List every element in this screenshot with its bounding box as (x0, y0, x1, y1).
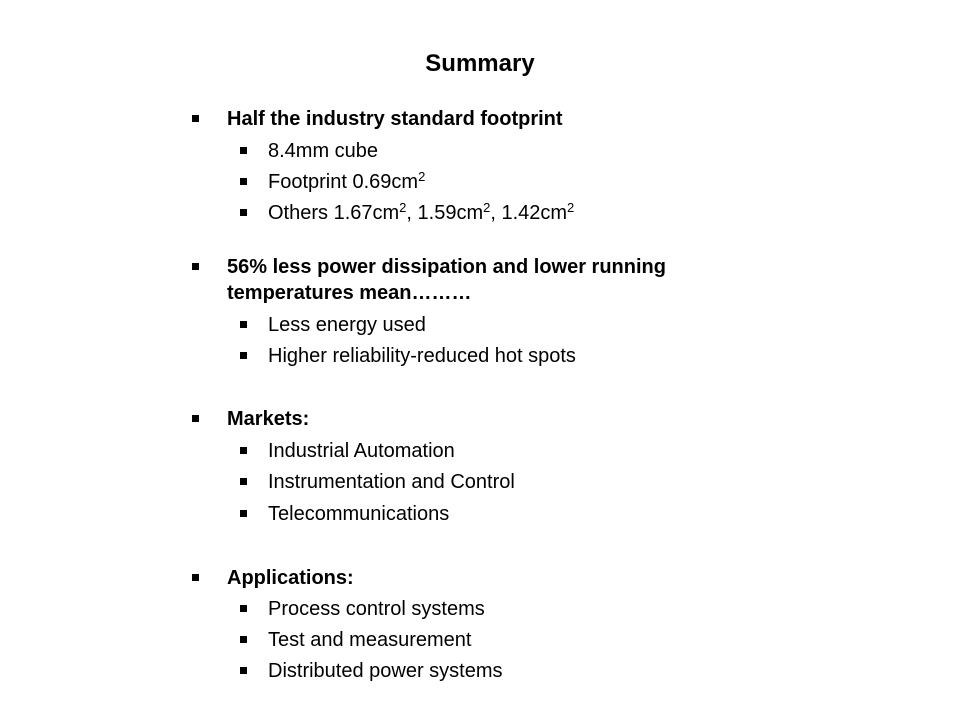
heading-text: Applications: (227, 567, 354, 589)
square-bullet-icon (240, 667, 247, 674)
square-bullet-icon (240, 447, 247, 454)
square-bullet-icon (192, 574, 199, 581)
item-text: Less energy used (268, 314, 426, 336)
item-text: Footprint $0.69cm^2$ (268, 169, 426, 193)
item-text: Telecommunications (268, 503, 450, 525)
square-bullet-icon (192, 115, 199, 122)
item-text: Higher reliability-reduced hot spots (268, 345, 576, 367)
item-text: Process control systems (268, 598, 485, 620)
square-bullet-icon (192, 415, 199, 422)
item-text: Distributed power systems (268, 660, 503, 682)
item-text: 8.4mm cube (268, 140, 379, 162)
square-bullet-icon (240, 352, 247, 359)
item-text: Test and measurement (268, 629, 472, 651)
square-bullet-icon (240, 605, 247, 612)
square-bullet-icon (192, 263, 199, 270)
heading-text: 56% less power dissipation and lower running temperatures mean……… (227, 256, 666, 304)
slide-title: Summary (425, 50, 535, 77)
item-text: Others $1.67cm^2$, $1.59cm^2$, $1.42cm^2$ (268, 200, 575, 224)
square-bullet-icon (240, 636, 247, 643)
item-text: Industrial Automation (268, 440, 455, 462)
square-bullet-icon (240, 478, 247, 485)
heading-text: Markets: (227, 408, 310, 430)
square-bullet-icon (240, 510, 247, 517)
square-bullet-icon (240, 178, 247, 185)
heading-text: Half the industry standard footprint (227, 108, 563, 130)
square-bullet-icon (240, 321, 247, 328)
square-bullet-icon (240, 147, 247, 154)
item-text: Instrumentation and Control (268, 471, 515, 493)
square-bullet-icon (240, 209, 247, 216)
